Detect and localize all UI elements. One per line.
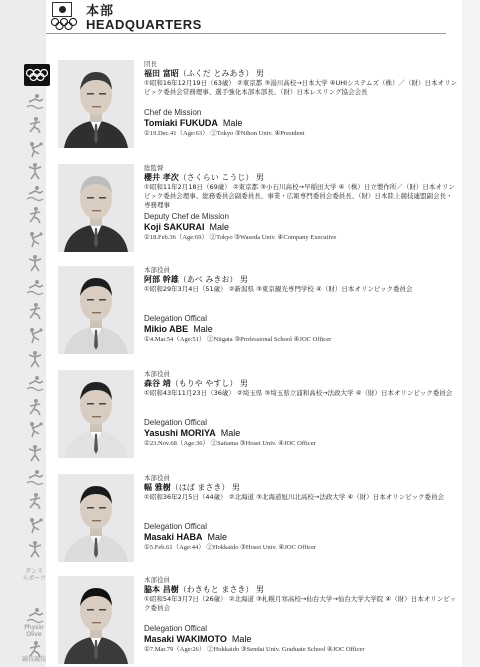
canoe-icon[interactable] bbox=[26, 468, 44, 486]
member-role-en: Delegation Offical bbox=[144, 418, 207, 427]
member-name-kanji: 幅 雅樹 bbox=[144, 483, 171, 492]
olympic-rings-icon[interactable] bbox=[24, 64, 50, 86]
member-card bbox=[58, 474, 458, 574]
cycling-icon[interactable] bbox=[26, 420, 44, 438]
member-gender: Male bbox=[209, 222, 230, 232]
member-details-en: ①4.Mar.54（Age:51） ②Niigata ③Professional School ④JOC Officer bbox=[144, 336, 332, 343]
member-photo bbox=[58, 474, 134, 562]
swimming-icon[interactable] bbox=[26, 92, 44, 110]
member-gender: Male bbox=[222, 118, 243, 128]
olympic-rings-logo-icon bbox=[50, 17, 78, 31]
member-role-en: Delegation Offical bbox=[144, 522, 207, 531]
member-card bbox=[58, 60, 458, 160]
member-details-jp: ①昭和43年11月23日（36歳） ②埼玉県 ③埼玉県立浦和高校→法政大学 ④（財）日本オリンピック委員会 bbox=[144, 389, 453, 397]
diving-icon[interactable] bbox=[26, 140, 44, 158]
member-photo bbox=[58, 266, 134, 354]
member-info bbox=[144, 370, 458, 449]
dance-sport-label: ダンス スポーツ bbox=[22, 568, 46, 582]
member-name-kana: （わきもと まさき） 男 bbox=[178, 585, 264, 594]
member-name-jp bbox=[144, 585, 458, 595]
boxing-icon[interactable] bbox=[26, 350, 44, 368]
shooting-icon[interactable] bbox=[26, 398, 44, 416]
member-photo bbox=[58, 576, 134, 664]
member-name-jp bbox=[144, 69, 458, 79]
member-name-en-text: Masaki HABA bbox=[144, 532, 203, 542]
member-name-kana: （はば まさき） 男 bbox=[170, 483, 240, 492]
member-name-en bbox=[144, 222, 458, 233]
member-name-kana: （さくらい こうじ） 男 bbox=[178, 173, 264, 182]
sport-index-sidebar bbox=[0, 0, 46, 667]
member-card bbox=[58, 370, 458, 470]
judo-icon[interactable] bbox=[26, 302, 44, 320]
softball-icon[interactable] bbox=[26, 540, 44, 558]
member-name-kanji: 福田 富昭 bbox=[144, 69, 179, 78]
member-name-jp bbox=[144, 483, 458, 493]
member-details-en: ①18.Feb.36（Age:69） ②Tokyo ③Waseda Univ. ④Company Executive bbox=[144, 234, 337, 241]
weightlifting-icon[interactable] bbox=[26, 374, 44, 392]
member-role-jp: 本部役員 bbox=[144, 266, 170, 274]
section-header bbox=[46, 0, 446, 34]
sidebar-bottom-label: Physio Olive bbox=[24, 624, 44, 638]
member-details-jp: ①昭和29年3月4日（51歳） ②新潟県 ③東京観光専門学校 ④（財）日本オリンピック委員会 bbox=[144, 285, 413, 293]
volleyball-icon[interactable] bbox=[26, 206, 44, 224]
member-card bbox=[58, 576, 458, 667]
member-info bbox=[144, 60, 458, 139]
section-title-en: HEADQUARTERS bbox=[86, 17, 202, 32]
member-details-en: ①5.Feb.61（Age:44） ②Hokkaido ③Hosei Univ. ④JOC Officer bbox=[144, 544, 317, 551]
member-details-jp: ①昭和36年2月5日（44歳） ②北海道 ③北海道旭川北高校→法政大学 ④（財）日本オリンピック委員会 bbox=[144, 493, 445, 501]
member-details-en: ①7.Mar.79（Age:26） ②Hokkaido ③Sendai Univ. Graduate School ④JOC Officer bbox=[144, 646, 365, 653]
member-name-kanji: 櫻井 孝次 bbox=[144, 173, 179, 182]
sailing-icon[interactable] bbox=[26, 492, 44, 510]
member-name-en bbox=[144, 428, 458, 439]
member-info bbox=[144, 266, 458, 345]
member-role-jp: 本部役員 bbox=[144, 576, 170, 584]
member-name-en bbox=[144, 324, 458, 335]
member-gender: Male bbox=[231, 634, 252, 644]
synchronized-swimming-icon[interactable] bbox=[26, 162, 44, 180]
archery-icon[interactable] bbox=[26, 326, 44, 344]
member-gender: Male bbox=[220, 428, 241, 438]
member-name-kanji: 脇本 昌樹 bbox=[144, 585, 179, 594]
athletics-icon[interactable] bbox=[26, 116, 44, 134]
member-role-jp: 本部役員 bbox=[144, 370, 170, 378]
header-rule bbox=[46, 33, 446, 34]
member-name-kana: （もりや やすし） 男 bbox=[170, 379, 248, 388]
member-details-jp: ①昭和11年2月18日（69歳） ②東京都 ③小石川高校→早稲田大学 ④（株）日立製作所／（財）日本オリンピック委員会理事、総務委員会副委員長、事業・広報専門委員会委員長、（財）日本陸上競技連盟副会長・専務理事 bbox=[144, 183, 455, 209]
basketball-icon[interactable] bbox=[26, 230, 44, 248]
sidebar-bottom-label-2: 競技競技 bbox=[22, 656, 47, 663]
member-name-en bbox=[144, 118, 458, 129]
member-details-en: ①19.Dec.41（Age:63） ②Tokyo ③Nihon Univ. ④President bbox=[144, 130, 305, 137]
member-name-kanji: 森谷 靖 bbox=[144, 379, 171, 388]
member-role-jp: 総監督 bbox=[144, 164, 164, 172]
japan-flag-icon bbox=[52, 2, 72, 17]
member-name-kana: （ふくだ とみあき） 男 bbox=[178, 69, 264, 78]
wrestling-icon[interactable] bbox=[26, 278, 44, 296]
member-name-en-text: Yasushi MORIYA bbox=[144, 428, 216, 438]
member-details-en: ①23.Nov.68（Age:36） ②Saitama ③Hosei Univ. ④JOC Officer bbox=[144, 440, 316, 447]
section-title-jp: 本部 bbox=[86, 4, 115, 19]
page-edge bbox=[462, 0, 480, 667]
gymnastics-icon[interactable] bbox=[26, 184, 44, 202]
figure-skating-icon[interactable] bbox=[26, 606, 44, 624]
tennis-icon[interactable] bbox=[26, 254, 44, 272]
member-role-en: Delegation Offical bbox=[144, 314, 207, 323]
member-card bbox=[58, 164, 458, 264]
member-name-jp bbox=[144, 275, 458, 285]
member-role-en: Deputy Chef de Mission bbox=[144, 212, 229, 221]
member-role-en: Delegation Offical bbox=[144, 624, 207, 633]
member-name-en-text: Tomiaki FUKUDA bbox=[144, 118, 218, 128]
member-name-kana: （あべ みきお） 男 bbox=[178, 275, 248, 284]
member-name-en-text: Koji SAKURAI bbox=[144, 222, 205, 232]
member-photo bbox=[58, 370, 134, 458]
member-name-en bbox=[144, 634, 458, 645]
member-gender: Male bbox=[193, 324, 213, 334]
member-info bbox=[144, 474, 458, 553]
member-photo bbox=[58, 60, 134, 148]
member-name-kanji: 阿部 幹雄 bbox=[144, 275, 179, 284]
equestrian-icon[interactable] bbox=[26, 516, 44, 534]
member-photo bbox=[58, 164, 134, 252]
member-name-jp bbox=[144, 173, 458, 183]
member-name-en bbox=[144, 532, 458, 543]
member-name-jp bbox=[144, 379, 458, 389]
member-role-jp: 本部役員 bbox=[144, 474, 170, 482]
member-card bbox=[58, 266, 458, 366]
member-details-jp: ①昭和16年12月19日（63歳） ②東京都 ③湯川高校→日本大学 ④UHIシステムズ（株）／（財）日本オリンピック委員会常務理事、選手強化本部本部長、（財）日本レスリング協会会長 bbox=[144, 79, 457, 96]
member-name-en-text: Masaki WAKIMOTO bbox=[144, 634, 227, 644]
rowing-icon[interactable] bbox=[26, 444, 44, 462]
member-role-en: Chef de Mission bbox=[144, 108, 202, 117]
member-info bbox=[144, 576, 458, 655]
member-name-en-text: Mikio ABE bbox=[144, 324, 189, 334]
member-details-jp: ①昭和54年3月7日（26歳） ②北海道 ③札幌月寒高校→仙台大学→仙台大学大学院 ④（財）日本オリンピック委員会 bbox=[144, 595, 456, 612]
member-gender: Male bbox=[207, 532, 228, 542]
member-info bbox=[144, 164, 458, 243]
member-role-jp: 団長 bbox=[144, 60, 157, 68]
